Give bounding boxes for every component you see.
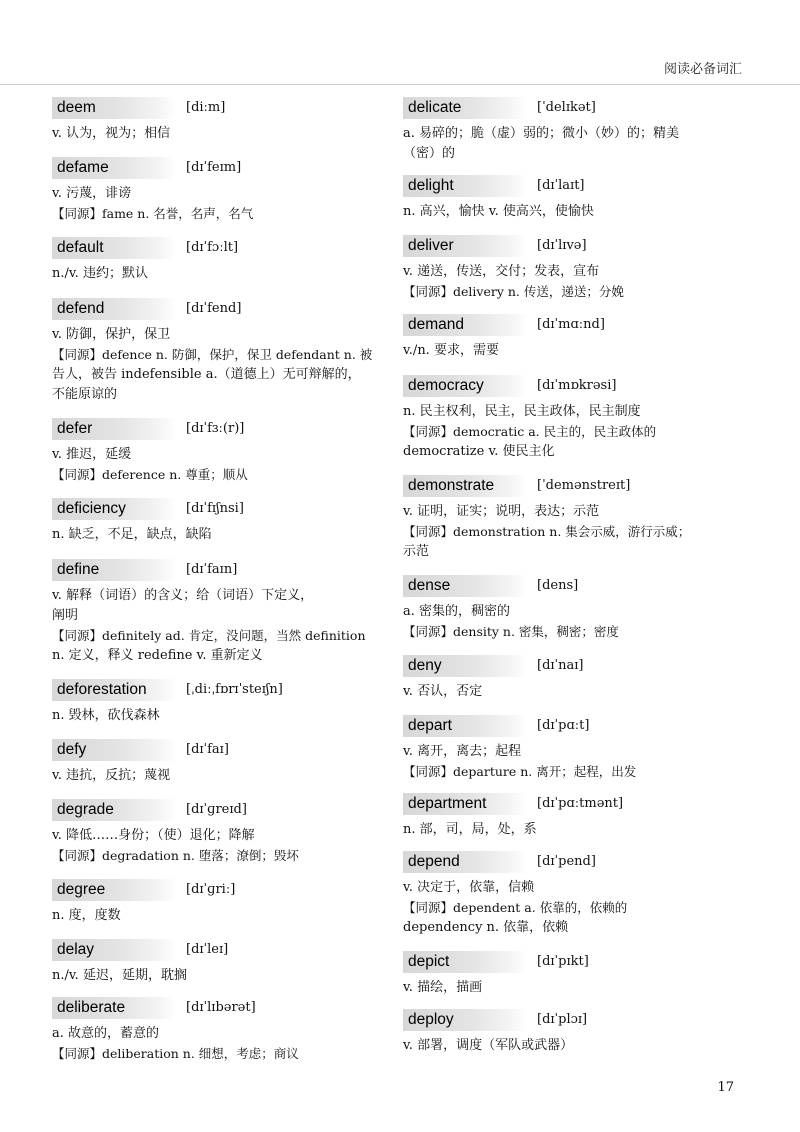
derivatives-line: 【同源】fame n. 名誉，名声，名气 [52,206,254,221]
header-rule [0,84,800,85]
vocab-entry [403,715,748,782]
definition-line: v. 离开，离去；起程 [403,744,522,759]
vocab-entry [403,97,748,164]
definition-line: （密）的 [403,146,456,161]
entry-header [52,559,397,583]
derivatives-line: 【同源】deference n. 尊重；顺从 [52,467,248,482]
phonetic: [dɪˈpend] [537,854,596,869]
definition-line: v. 降低……身份；（使）退化；降解 [52,828,255,843]
phonetic: [dɪˈfɜː(r)] [186,421,245,436]
headword: default [52,237,177,259]
entry-header [403,97,748,121]
headword: deny [403,655,528,677]
entry-header [403,475,748,499]
headword: defend [52,298,177,320]
entry-header [52,298,397,322]
definition-line: n. 毁林，砍伐森林 [52,708,160,723]
definition-line: v. 解释（词语）的含义；给（词语）下定义， [52,588,314,603]
phonetic: [dɪˈlaɪt] [537,178,585,193]
vocab-entry [403,375,748,462]
headword: dense [403,575,528,597]
definition-line: n./v. 延迟，延期，耽搁 [52,968,187,983]
derivatives-line: 【同源】demonstration n. 集会示威，游行示威； [403,524,691,539]
phonetic: [dɪˈfaɪ] [186,742,229,757]
vocab-entry [403,475,748,562]
headword: delight [403,175,528,197]
headword: depend [403,851,528,873]
headword: degree [52,879,177,901]
entry-header [52,997,397,1021]
phonetic: [dɪˈfɔːlt] [186,240,239,255]
phonetic: [dɪˈpɑːt] [537,718,590,733]
derivatives-line: 【同源】density n. 密集，稠密；密度 [403,624,619,639]
vocab-entry [403,1009,748,1056]
vocab-entry [403,314,748,361]
vocab-entry [403,793,748,840]
entry-header [403,715,748,739]
derivatives-line: 【同源】deliberation n. 细想，考虑；商议 [52,1046,299,1061]
definition-line: n./v. 违约；默认 [52,266,148,281]
entry-header [52,498,397,522]
headword: delicate [403,97,528,119]
phonetic: [dens] [537,578,579,593]
vocab-entry [403,175,748,222]
vocab-entry [52,298,397,405]
entry-header [52,799,397,823]
vocab-entry [52,879,397,926]
derivatives-line: 【同源】defence n. 防御，保护，保卫 defendant n. 被 [52,347,373,362]
headword: department [403,793,528,815]
definition-line: a. 密集的，稠密的 [403,604,511,619]
vocab-entry [52,559,397,666]
headword: deforestation [52,679,177,701]
entry-header [403,951,748,975]
headword: deliberate [52,997,177,1019]
entry-header [403,793,748,817]
phonetic: [dɪˈnaɪ] [537,658,584,673]
definition-line: v. 证明，证实；说明，表达；示范 [403,504,600,519]
definition-line: v. 否认，否定 [403,684,483,699]
phonetic: [dɪˈpɪkt] [537,954,589,969]
vocab-entry [52,498,397,545]
entry-header [403,375,748,399]
definition-line: n. 定义，释义 redefine v. 重新定义 [52,648,263,663]
vocab-entry [403,951,748,998]
definition-line: 阐明 [52,608,79,623]
entry-header [52,97,397,121]
entry-header [52,237,397,261]
phonetic: [dɪˈfeɪm] [186,160,242,175]
definition-line: n. 部，司，局，处，系 [403,822,537,837]
vocab-entry [52,679,397,726]
derivatives-line: 【同源】definitely ad. 肯定，没问题，当然 definition [52,628,366,643]
headword: defy [52,739,177,761]
definition-line: dependency n. 依靠，依赖 [403,920,569,935]
phonetic: [dɪˈmɑːnd] [537,317,605,332]
phonetic: [dɪˈmɒkrəsi] [537,378,617,393]
headword: deploy [403,1009,528,1031]
entry-header [403,175,748,199]
entry-header [52,939,397,963]
headword: defer [52,418,177,440]
entry-header [403,575,748,599]
phonetic: [dɪˈleɪ] [186,942,229,957]
vocab-entry [403,851,748,938]
vocab-entry [52,939,397,986]
entry-header [52,157,397,181]
definition-line: a. 故意的，蓄意的 [52,1026,160,1041]
entry-header [403,655,748,679]
entry-header [52,418,397,442]
phonetic: [dɪˈɡriː] [186,882,236,897]
definition-line: democratize v. 使民主化 [403,444,555,459]
headword: define [52,559,177,581]
headword: deem [52,97,177,119]
derivatives-line: 【同源】departure n. 离开；起程，出发 [403,764,637,779]
phonetic: [dɪˈplɔɪ] [537,1012,588,1027]
derivatives-line: 【同源】delivery n. 传送，递送；分娩 [403,284,624,299]
phonetic: [dɪˈfaɪn] [186,562,238,577]
headword: deliver [403,235,528,257]
phonetic: [dɪˈlɪbərət] [186,1000,256,1015]
entry-header [52,679,397,703]
vocab-entry [52,237,397,284]
headword: democracy [403,375,528,397]
definition-line: 不能原谅的 [52,387,118,402]
headword: depart [403,715,528,737]
phonetic: [dɪˈfend] [186,301,242,316]
definition-line: v. 决定于，依靠，信赖 [403,880,535,895]
definition-line: n. 缺乏，不足，缺点，缺陷 [52,527,212,542]
definition-line: v. 违抗，反抗；蔑视 [52,768,171,783]
page-header-title: 阅读必备词汇 [663,62,742,77]
entry-header [52,739,397,763]
definition-line: a. 易碎的；脆（虚）弱的；微小（妙）的；精美 [403,126,680,141]
definition-line: v. 递送，传送，交付；发表，宣布 [403,264,600,279]
vocab-entry [52,157,397,224]
entry-header [52,879,397,903]
phonetic: [dɪˈɡreɪd] [186,802,247,817]
vocab-entry [52,739,397,786]
definition-line: n. 高兴，愉快 v. 使高兴，使愉快 [403,204,594,219]
headword: demand [403,314,528,336]
vocab-entry [52,97,397,144]
definition-line: v. 部署，调度（军队或武器） [403,1038,574,1053]
page-number: 17 [717,1080,734,1095]
definition-line: v. 污蔑，诽谤 [52,186,132,201]
vocab-entry [52,997,397,1064]
phonetic: [dɪˈpɑːtmənt] [537,796,624,811]
headword: depict [403,951,528,973]
definition-line: v. 防御，保护，保卫 [52,327,171,342]
definition-line: v. 认为，视为；相信 [52,126,171,141]
derivatives-line: 【同源】dependent a. 依靠的，依赖的 [403,900,628,915]
entry-header [403,851,748,875]
entry-header [403,235,748,259]
phonetic: [dɪˈfɪʃnsi] [186,501,244,516]
vocab-entry [403,235,748,302]
headword: deficiency [52,498,177,520]
definition-line: v./n. 要求，需要 [403,343,499,358]
vocab-entry [403,655,748,702]
headword: demonstrate [403,475,528,497]
definition-line: v. 推迟，延缓 [52,447,132,462]
phonetic: [diːm] [186,100,226,115]
vocab-entry [52,418,397,485]
derivatives-line: 【同源】democratic a. 民主的，民主政体的 [403,424,657,439]
headword: defame [52,157,177,179]
headword: degrade [52,799,177,821]
phonetic: [dɪˈlɪvə] [537,238,587,253]
derivatives-line: 【同源】degradation n. 堕落；潦倒；毁坏 [52,848,299,863]
phonetic: [ˈdelɪkət] [537,100,596,115]
phonetic: [ˈdemənstreɪt] [537,478,631,493]
definition-line: 示范 [403,544,430,559]
headword: delay [52,939,177,961]
definition-line: v. 描绘，描画 [403,980,483,995]
definition-line: n. 度，度数 [52,908,121,923]
phonetic: [ˌdiːˌfɒrɪˈsteɪʃn] [186,682,283,697]
vocab-entry [52,799,397,866]
definition-line: 告人，被告 indefensible a.（道德上）无可辩解的， [52,367,361,382]
vocab-entry [403,575,748,642]
entry-header [403,1009,748,1033]
definition-line: n. 民主权利，民主，民主政体，民主制度 [403,404,641,419]
entry-header [403,314,748,338]
